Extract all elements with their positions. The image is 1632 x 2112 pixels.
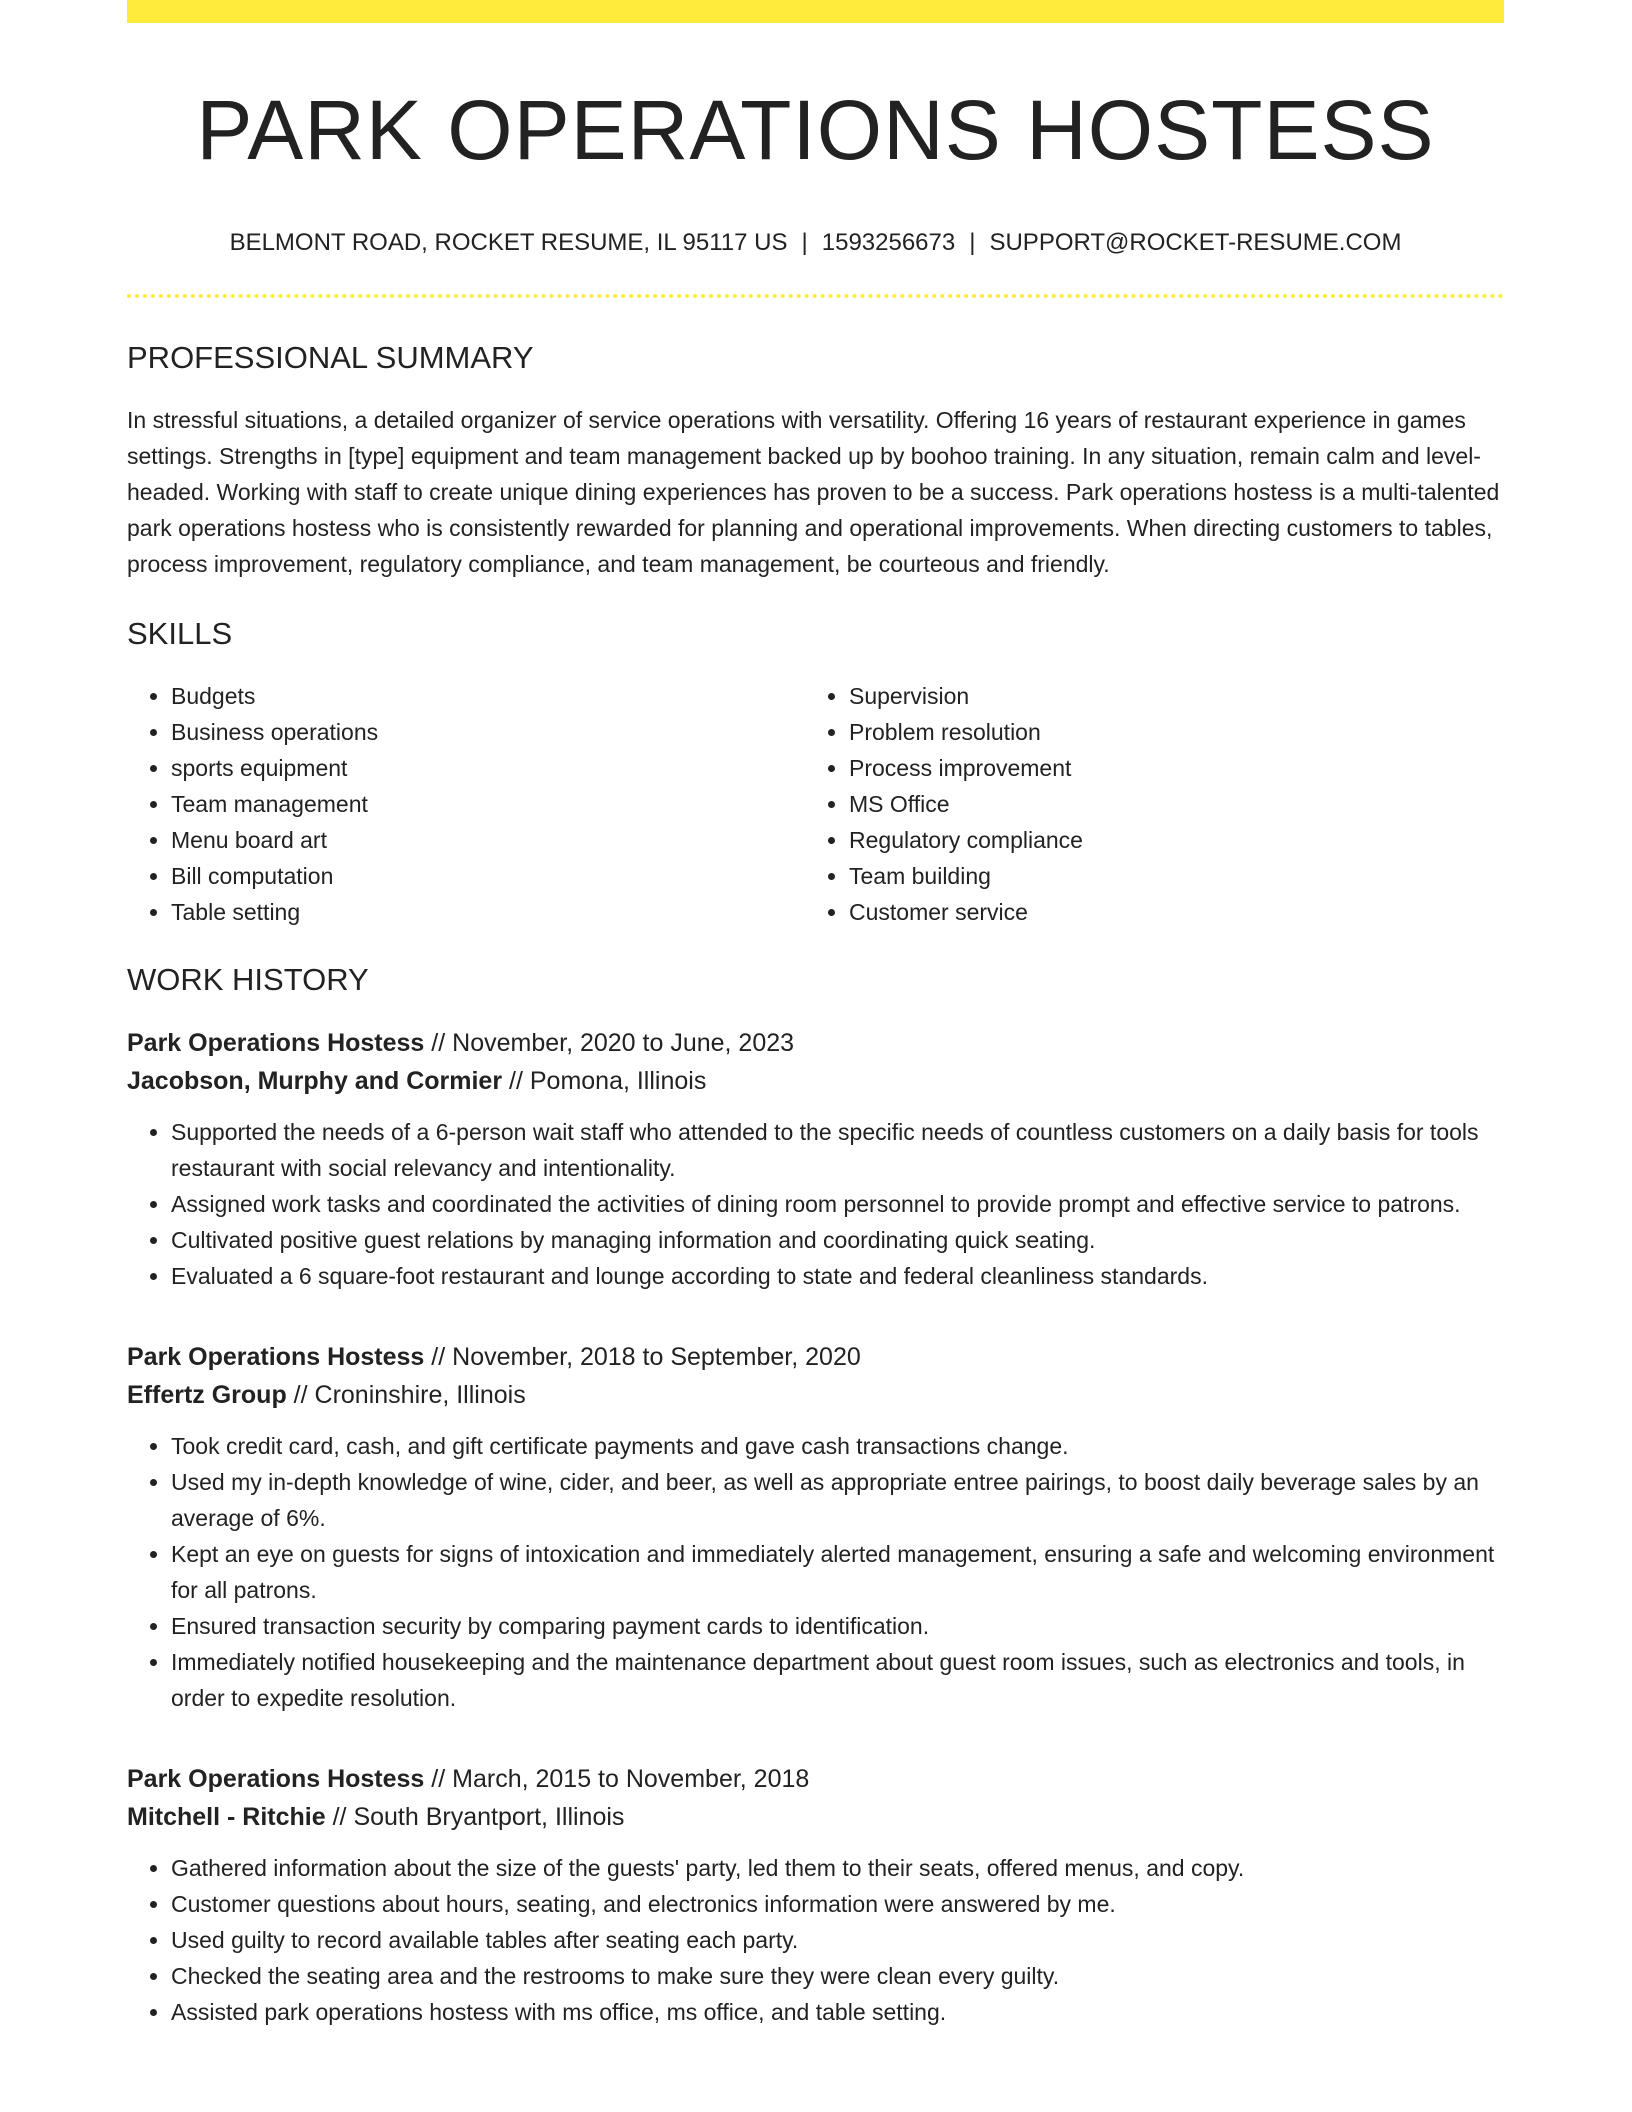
contact-separator: | <box>969 229 976 256</box>
job-location: Croninshire, Illinois <box>314 1381 526 1409</box>
skill-item: • Team building <box>849 858 1483 894</box>
contact-separator: | <box>801 229 808 256</box>
job-role: Park Operations Hostess <box>127 1029 425 1057</box>
contact-phone: 1593256673 <box>821 229 956 256</box>
job-bullet: • Took credit card, cash, and gift certificate payments and gave cash transactions change. <box>171 1428 1504 1464</box>
job-separator: // <box>424 1765 453 1793</box>
skill-item: • Menu board art <box>171 822 805 858</box>
job-separator: // <box>424 1029 453 1057</box>
resume-content <box>127 0 1504 2030</box>
job-separator: // <box>502 1067 530 1095</box>
contact-email: SUPPORT@ROCKET-RESUME.COM <box>989 229 1402 256</box>
job-bullet: • Immediately notified housekeeping and the maintenance department about guest room issues, such as electronics and tools, in order to expedite resolution. <box>171 1644 1504 1716</box>
job-company: Mitchell - Ritchie <box>127 1803 326 1831</box>
skill-item: • Bill computation <box>171 858 805 894</box>
skill-item: • MS Office <box>849 786 1483 822</box>
job-separator: // <box>286 1381 315 1409</box>
job-location: Pomona, Illinois <box>529 1067 707 1095</box>
skill-item: • Regulatory compliance <box>849 822 1483 858</box>
candidate-name: PARK OPERATIONS HOSTESS <box>196 83 1435 177</box>
job-role: Park Operations Hostess <box>127 1765 425 1793</box>
job-bullet: • Used guilty to record available tables after seating each party. <box>171 1922 1504 1958</box>
skill-item: • Team management <box>171 786 805 822</box>
skill-item: • Problem resolution <box>849 714 1483 750</box>
job-entry <box>127 1024 1504 1294</box>
skills-list <box>127 678 1504 930</box>
job-bullet: • Assisted park operations hostess with ms office, ms office, and table setting. <box>171 1994 1504 2030</box>
job-bullet: • Customer questions about hours, seating, and electronics information were answered by me. <box>171 1886 1504 1922</box>
job-bullet: • Ensured transaction security by comparing payment cards to identification. <box>171 1608 1504 1644</box>
job-location: South Bryantport, Illinois <box>353 1803 625 1831</box>
job-separator: // <box>424 1343 453 1371</box>
job-bullet: • Gathered information about the size of the guests' party, led them to their seats, offered menus, and copy. <box>171 1850 1504 1886</box>
summary-text: In stressful situations, a detailed organizer of service operations with versatility. Offering 16 years of restaurant experience in games settings. Strengths in [type] equipment and team management backed up by boohoo training. In any situation, remain calm and level-headed. Working with staff to create unique dining experiences has proven to be a success. Park operations hostess is a multi-talented park operations hostess who is consistently rewarded for planning and operational improvements. When directing customers to tables, process improvement, regulatory compliance, and team management, be courteous and friendly. <box>127 407 1500 577</box>
job-company-line <box>127 1376 1504 1414</box>
job-entry <box>127 1760 1504 2030</box>
skill-item: • Customer service <box>849 894 1483 930</box>
job-bullet: • Assigned work tasks and coordinated the activities of dining room personnel to provide prompt and effective service to patrons. <box>171 1186 1504 1222</box>
job-bullet: • Cultivated positive guest relations by managing information and coordinating quick seating. <box>171 1222 1504 1258</box>
job-company: Effertz Group <box>127 1381 287 1409</box>
contact-line <box>127 228 1504 258</box>
skills-heading: SKILLS <box>127 616 233 651</box>
skill-item: • sports equipment <box>171 750 805 786</box>
job-dates: March, 2015 to November, 2018 <box>452 1765 810 1793</box>
job-dates: November, 2020 to June, 2023 <box>452 1029 795 1057</box>
job-separator: // <box>325 1803 354 1831</box>
job-title-line <box>127 1338 1504 1376</box>
skill-item: • Process improvement <box>849 750 1483 786</box>
summary-heading: PROFESSIONAL SUMMARY <box>127 340 534 375</box>
job-bullet: • Used my in-depth knowledge of wine, cider, and beer, as well as appropriate entree pairings, to boost daily beverage sales by an average of 6%. <box>171 1464 1504 1536</box>
job-bullet: • Kept an eye on guests for signs of intoxication and immediately alerted management, ensuring a safe and welcoming environment for all patrons. <box>171 1536 1504 1608</box>
job-role: Park Operations Hostess <box>127 1343 425 1371</box>
skill-item: • Table setting <box>171 894 805 930</box>
job-company-line <box>127 1062 1504 1100</box>
job-bullet: • Supported the needs of a 6-person wait staff who attended to the specific needs of countless customers on a daily basis for tools restaurant with social relevancy and intentionality. <box>171 1114 1504 1186</box>
dotted-divider <box>127 294 1504 298</box>
skills-column-right <box>805 678 1483 930</box>
contact-address: BELMONT ROAD, ROCKET RESUME, IL 95117 US <box>229 229 788 256</box>
skill-item: • Supervision <box>849 678 1483 714</box>
job-bullets <box>127 1850 1504 2030</box>
job-title-line <box>127 1760 1504 1798</box>
job-company-line <box>127 1798 1504 1836</box>
job-title-line <box>127 1024 1504 1062</box>
work-history-heading: WORK HISTORY <box>127 962 369 997</box>
skill-item: • Business operations <box>171 714 805 750</box>
job-bullets <box>127 1114 1504 1294</box>
job-bullets <box>127 1428 1504 1716</box>
job-bullet: • Evaluated a 6 square-foot restaurant and lounge according to state and federal cleanliness standards. <box>171 1258 1504 1294</box>
job-bullet: • Checked the seating area and the restrooms to make sure they were clean every guilty. <box>171 1958 1504 1994</box>
skill-item: • Budgets <box>171 678 805 714</box>
job-entry <box>127 1338 1504 1716</box>
job-company: Jacobson, Murphy and Cormier <box>127 1067 503 1095</box>
job-dates: November, 2018 to September, 2020 <box>452 1343 861 1371</box>
skills-column-left <box>127 678 805 930</box>
